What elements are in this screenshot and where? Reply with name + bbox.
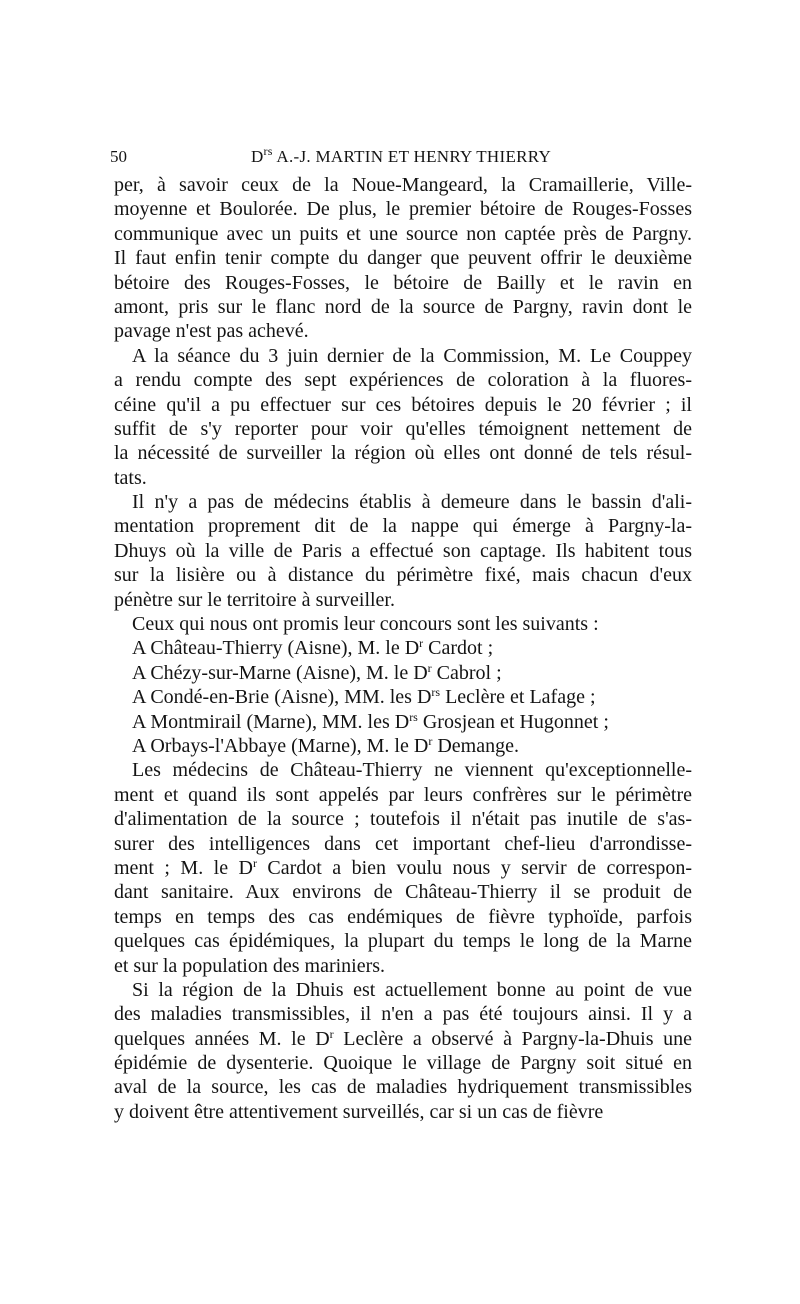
- text-line: suffit de s'y reporter pour voir qu'elles témoignent nettement de: [114, 417, 692, 440]
- text-line: ment et quand ils sont appelés par leurs confrères sur le périmètre: [114, 783, 692, 806]
- page-number: 50: [110, 147, 127, 166]
- text-line: Il faut enfin tenir compte du danger que peuvent offrir le deuxième: [114, 247, 692, 270]
- text-line: mentation proprement dit de la nappe qui émerge à Pargny-la-: [114, 515, 692, 538]
- superscript: rs: [431, 685, 441, 700]
- text-line: y doivent être attentivement surveillés, car si un cas de fièvre: [114, 1100, 604, 1123]
- superscript: r: [428, 733, 433, 748]
- text-line: la nécessité de surveiller la région où elles ont donné de tels résul-: [114, 442, 692, 465]
- running-head-dr: D: [250, 147, 264, 166]
- superscript: r: [329, 1026, 334, 1041]
- list-item: A Orbays-l'Abbaye (Marne), M. le $D^r$ Demange.: [132, 733, 519, 757]
- text-line: pavage n'est pas achevé.: [114, 320, 309, 343]
- text-line: ment ; M. le $D^r$ Cardot a bien voulu nous y servir de correspon-: [114, 855, 692, 879]
- text-line: et sur la population des mariniers.: [114, 954, 386, 977]
- text-line: céine qu'il a pu effectuer sur ces bétoires depuis le 20 février ; il: [114, 393, 692, 416]
- text-line: tats.: [114, 466, 147, 489]
- superscript: r: [419, 636, 424, 651]
- text-line: Ceux qui nous ont promis leur concours sont les suivants :: [132, 613, 599, 636]
- text-line: aval de la source, les cas de maladies hydriquement transmissibles: [114, 1076, 692, 1099]
- text-line: surer des intelligences dans cet important chef-lieu d'arrondisse-: [114, 832, 692, 855]
- text-line: des maladies transmissibles, il n'en a pas été toujours ainsi. Il y a: [114, 1003, 692, 1026]
- text-line: Les médecins de Château-Thierry ne viennent qu'exceptionnelle-: [132, 759, 692, 782]
- list-item: A Château-Thierry (Aisne), M. le $D^r$ Cardot ;: [132, 636, 494, 660]
- text-line: per, à savoir ceux de la Noue-Mangeard, la Cramaillerie, Ville-: [114, 174, 692, 196]
- running-head: [150, 143, 652, 171]
- text-line: amont, pris sur le flanc nord de la source de Pargny, ravin dont le: [114, 295, 692, 318]
- running-head-rest: A.-J. MARTIN ET HENRY THIERRY: [272, 147, 552, 166]
- running-head-sup: rs: [263, 144, 273, 158]
- text-line: temps en temps des cas endémiques de fièvre typhoïde, parfois: [114, 905, 692, 928]
- list-item: A Chézy-sur-Marne (Aisne), M. le $D^r$ Cabrol ;: [132, 660, 502, 684]
- text-line: bétoire des Rouges-Fosses, le bétoire de Bailly et le ravin en: [114, 271, 692, 294]
- list-item: A Montmirail (Marne), MM. les $D^{rs}$ Grosjean et Hugonnet ;: [132, 709, 609, 733]
- text-line: pénètre sur le territoire à surveiller.: [114, 588, 395, 611]
- text-line: sur la lisière ou à distance du périmètre fixé, mais chacun d'eux: [114, 564, 692, 587]
- superscript: r: [252, 855, 257, 870]
- text-line: dant sanitaire. Aux environs de Château-Thierry il se produit de: [114, 881, 692, 904]
- text-line: A la séance du 3 juin dernier de la Commission, M. Le Couppey: [132, 344, 692, 367]
- text-line: Il n'y a pas de médecins établis à demeure dans le bassin d'ali-: [132, 491, 692, 514]
- list-item: A Condé-en-Brie (Aisne), MM. les $D^{rs}$ Leclère et Lafage ;: [132, 685, 596, 709]
- text-line: communique avec un puits et une source non captée près de Pargny.: [114, 222, 692, 245]
- text-line: a rendu compte des sept expériences de coloration à la fluores-: [114, 369, 692, 392]
- text-line: quelques années M. le $D^r$ Leclère a observé à Pargny-la-Dhuis une: [114, 1026, 692, 1050]
- text-line: épidémie de dysenterie. Quoique le village de Pargny soit situé en: [114, 1052, 692, 1075]
- body-text: [114, 173, 692, 1124]
- text-line: d'alimentation de la source ; toutefois il n'était pas inutile de s'as-: [114, 808, 692, 831]
- text-line: Dhuys où la ville de Paris a effectué son captage. Ils habitent tous: [114, 539, 692, 562]
- text-line: Si la région de la Dhuis est actuellement bonne au point de vue: [132, 978, 692, 1001]
- superscript: r: [427, 660, 432, 675]
- text-line: quelques cas épidémiques, la plupart du temps le long de la Marne: [114, 930, 692, 953]
- text-line: moyenne et Boulorée. De plus, le premier bétoire de Rouges-Fosses: [114, 198, 692, 221]
- superscript: rs: [409, 709, 418, 724]
- page-header: [110, 143, 692, 171]
